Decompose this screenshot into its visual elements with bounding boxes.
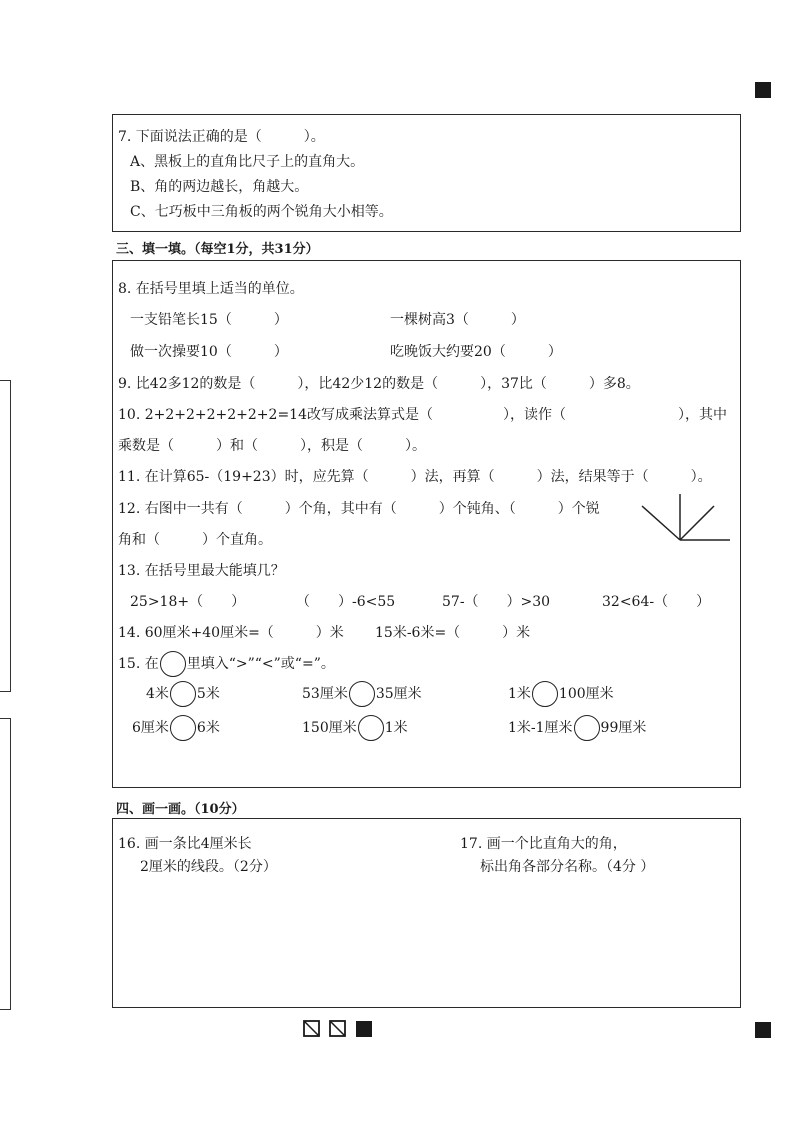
q14-part-b: 15米-6米=（ ）米 — [375, 625, 531, 641]
registration-marker-top-right — [755, 82, 771, 98]
pair-left: 1米 — [508, 686, 531, 702]
blank-circle-icon — [160, 651, 186, 677]
q7-option-a: A、黑板上的直角比尺子上的直角大。 — [130, 154, 365, 170]
pair-right: 35厘米 — [375, 686, 422, 702]
pair-left: 1米-1厘米 — [508, 720, 573, 736]
q15-pair — [146, 681, 220, 707]
answer-circle[interactable] — [574, 715, 600, 741]
pair-left: 150厘米 — [302, 720, 357, 736]
section-4-title: 四、画一画。（10分） — [116, 802, 245, 817]
left-margin-bar — [0, 718, 11, 1010]
q15-pair — [508, 681, 614, 707]
answer-circle[interactable] — [532, 681, 558, 707]
q13-stem: 13. 在括号里最大能填几？ — [118, 563, 285, 579]
q10-line1: 10. 2+2+2+2+2+2+2=14改写成乘法算式是（ ），读作（ ），其中 — [118, 407, 727, 423]
q8-stem: 8. 在括号里填上适当的单位。 — [118, 281, 304, 297]
answer-circle[interactable] — [170, 715, 196, 741]
q7-stem: 7. 下面说法正确的是（ ）。 — [118, 129, 325, 145]
q8-item: 吃晚饭大约要20（ ） — [390, 344, 562, 360]
q16-line2: 2厘米的线段。（2分） — [140, 859, 277, 875]
registration-marker-bottom-right — [755, 1022, 771, 1038]
q8-item: 做一次操要10（ ） — [130, 344, 288, 360]
left-margin-bar — [0, 380, 11, 692]
q15-pair — [302, 681, 422, 707]
pair-left: 4米 — [146, 686, 169, 702]
page-code-icon — [303, 1020, 375, 1038]
pair-right: 1米 — [384, 720, 408, 736]
drawing-area[interactable] — [116, 880, 736, 1002]
q12-line2: 角和（ ）个直角。 — [118, 532, 272, 548]
q13-item: 57-（ ）>30 — [442, 594, 551, 610]
pair-left: 53厘米 — [302, 686, 348, 702]
q15-pair — [508, 715, 646, 741]
pair-right: 5米 — [196, 686, 220, 702]
q15-pair — [132, 715, 220, 741]
q7-option-b: B、角的两边越长，角越大。 — [130, 179, 309, 195]
section-3-title: 三、填一填。（每空1分，共31分） — [116, 242, 319, 257]
answer-circle[interactable] — [349, 681, 375, 707]
q9-text: 9. 比42多12的数是（ ），比42少12的数是（ ），37比（ ）多8。 — [118, 376, 640, 392]
q15-stem-post: 里填入“>”“<”或“=”。 — [186, 656, 335, 672]
q8-item: 一棵树高3（ ） — [390, 312, 525, 328]
q8-item: 一支铅笔长15（ ） — [130, 312, 288, 328]
q16-line1: 16. 画一条比4厘米长 — [118, 836, 252, 852]
q7-option-c: C、七巧板中三角板的两个锐角大小相等。 — [130, 204, 393, 220]
q15-stem-pre: 15. 在 — [118, 656, 159, 672]
angle-figure — [640, 490, 732, 544]
pair-left: 6厘米 — [132, 720, 169, 736]
q12-line1: 12. 右图中一共有（ ）个角，其中有（ ）个钝角、（ ）个锐 — [118, 501, 600, 517]
q13-item: 32<64-（ ） — [602, 594, 711, 610]
q14-part-a: 14. 60厘米+40厘米=（ ）米 — [118, 625, 344, 641]
pair-right: 99厘米 — [600, 720, 647, 736]
q13-item: 25>18+（ ） — [130, 594, 246, 610]
answer-circle[interactable] — [358, 715, 384, 741]
q11-text: 11. 在计算65-（19+23）时，应先算（ ）法，再算（ ）法，结果等于（ ）。 — [118, 469, 712, 485]
q13-item: （ ）-6<55 — [296, 594, 396, 610]
q15-pair — [302, 715, 408, 741]
q17-line1: 17. 画一个比直角大的角， — [460, 836, 627, 852]
q15-stem — [118, 651, 335, 677]
pair-right: 6米 — [196, 720, 220, 736]
q17-line2: 标出角各部分名称。（4分 ） — [480, 859, 655, 875]
pair-right: 100厘米 — [558, 686, 614, 702]
answer-circle[interactable] — [170, 681, 196, 707]
q10-line2: 乘数是（ ）和（ ），积是（ ）。 — [118, 438, 426, 454]
